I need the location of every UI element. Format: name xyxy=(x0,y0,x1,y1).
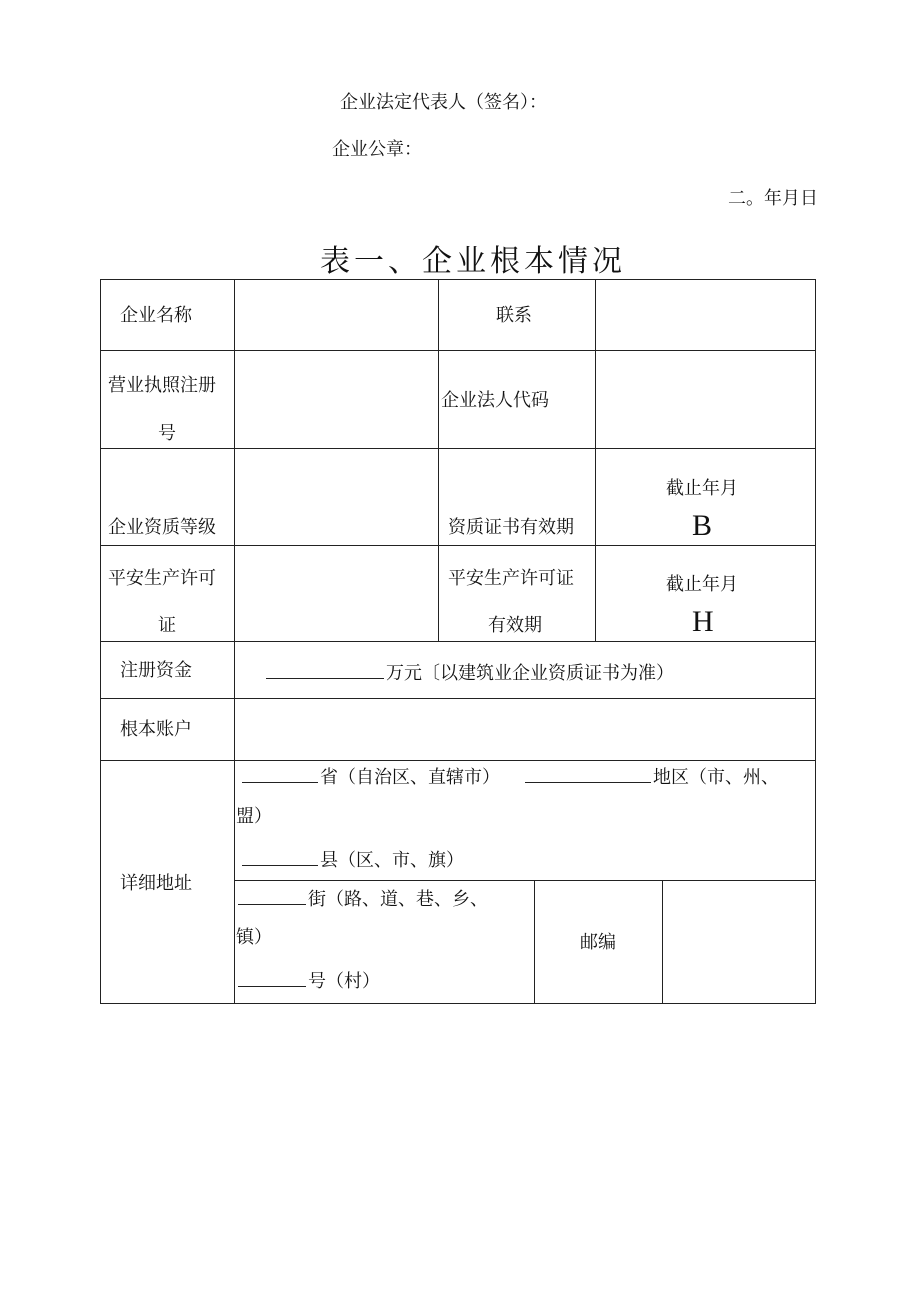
col-divider xyxy=(234,279,235,1004)
region-text-cont: 盟） xyxy=(236,806,272,827)
postcode-label: 邮编 xyxy=(580,932,616,953)
date-label: 二。年月日 xyxy=(728,188,818,209)
region-blank[interactable] xyxy=(525,764,651,783)
region-line xyxy=(525,764,779,789)
company-name-label: 企业名称 xyxy=(120,305,192,326)
street-text: 街（路、道、巷、乡、 xyxy=(308,889,488,910)
safety-permit-label-line2: 证 xyxy=(158,615,176,636)
contact-label: 联系 xyxy=(496,305,532,326)
region-text: 地区（市、州、 xyxy=(653,767,779,788)
safety-validity-label-line2: 有效期 xyxy=(488,615,542,636)
row-divider xyxy=(100,641,816,642)
capital-text: 万元〔以建筑业企业资质证书为准） xyxy=(386,663,674,684)
company-seal-label: 企业公章： xyxy=(332,139,422,160)
basic-account-label: 根本账户 xyxy=(120,719,192,740)
house-number-line xyxy=(238,968,380,993)
col-divider xyxy=(438,279,439,642)
province-blank[interactable] xyxy=(242,764,318,783)
county-blank[interactable] xyxy=(242,847,318,866)
qualification-label: 企业资质等级 xyxy=(108,517,216,538)
row-divider xyxy=(100,698,816,699)
row-divider xyxy=(100,350,816,351)
deadline-mark-2: H xyxy=(692,605,714,638)
legal-rep-signature-label: 企业法定代表人（签名）： xyxy=(340,92,547,113)
address-label: 详细地址 xyxy=(120,873,192,894)
street-blank[interactable] xyxy=(238,886,306,905)
safety-permit-label-line1: 平安生产许可 xyxy=(108,568,216,589)
registered-capital-label: 注册资金 xyxy=(120,660,192,681)
row-divider xyxy=(100,545,816,546)
safety-validity-label-line1: 平安生产许可证 xyxy=(448,568,574,589)
col-divider xyxy=(534,880,535,1004)
province-text: 省（自治区、直辖市） xyxy=(320,767,500,788)
capital-blank[interactable] xyxy=(266,660,384,679)
legal-code-label: 企业法人代码 xyxy=(441,390,549,411)
house-number-text: 号（村） xyxy=(308,971,380,992)
col-divider xyxy=(595,279,596,642)
col-divider xyxy=(662,880,663,1004)
deadline-label-2: 截止年月 xyxy=(666,574,738,595)
county-line xyxy=(242,847,464,872)
province-line xyxy=(242,764,500,789)
license-label-line2: 号 xyxy=(158,423,176,444)
license-label-line1: 营业执照注册 xyxy=(108,375,216,396)
row-divider xyxy=(100,448,816,449)
county-text: 县（区、市、旗） xyxy=(320,850,464,871)
table-border-bottom xyxy=(100,1003,816,1004)
street-text-cont: 镇） xyxy=(236,927,272,948)
deadline-label-1: 截止年月 xyxy=(666,478,738,499)
house-number-blank[interactable] xyxy=(238,968,306,987)
table-border-top xyxy=(100,279,816,280)
row-divider xyxy=(234,880,816,881)
table-title: 表一、企业根本情况 xyxy=(320,244,626,279)
street-line xyxy=(238,886,488,911)
deadline-mark-1: B xyxy=(692,509,713,542)
row-divider xyxy=(100,760,816,761)
cert-validity-label: 资质证书有效期 xyxy=(448,517,574,538)
registered-capital-field xyxy=(266,660,674,685)
